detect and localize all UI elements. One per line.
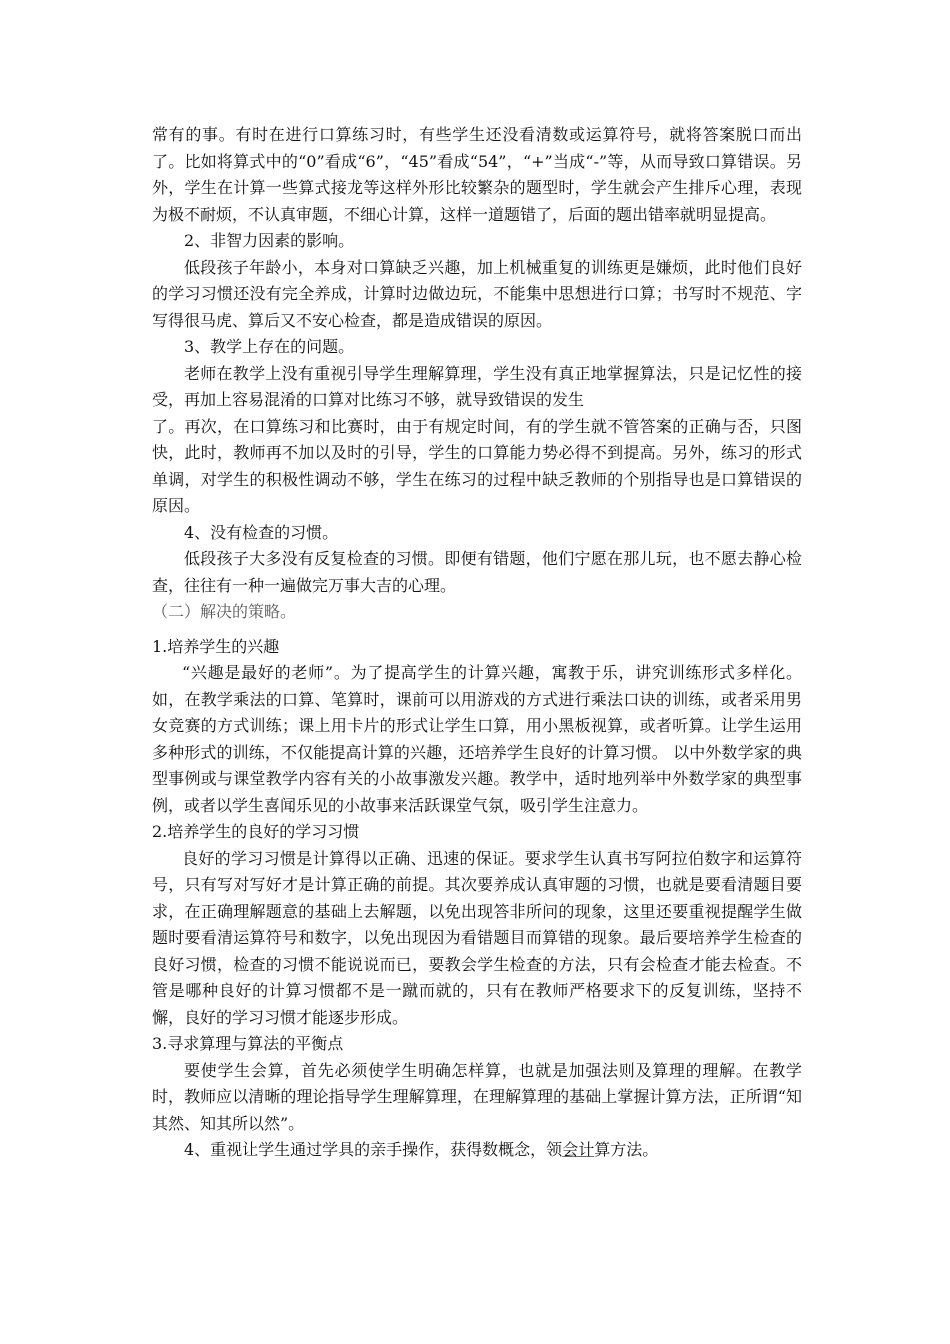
- numbered-heading: 2.培养学生的良好的学习习惯: [152, 822, 360, 841]
- paragraph: 低段孩子年龄小，本身对口算缺乏兴趣，加上机械重复的训练更是嫌烦，此时他们良好的学习习惯还没有完全养成，计算时边做边玩，不能集中思想进行口算；书写时不规范、字写得很马虎、算后又不安心检查，都是造成错误的原因。: [152, 257, 802, 330]
- subsection-heading: （二）解决的策略。: [152, 602, 297, 621]
- section-heading: 2、非智力因素的影响。: [184, 231, 355, 250]
- numbered-heading: 1.培养学生的兴趣: [152, 636, 280, 656]
- underlined-text: 会计: [562, 1140, 595, 1159]
- paragraph: 良好的学习习惯是计算得以正确、迅速的保证。要求学生认真书写阿拉伯数字和运算符号，只有写对写好才是计算正确的前提。其次要养成认真审题的习惯，也就是要看清题目要求，在正确理解题意的基础上去解题，以免出现答非所问的现象，这里还要重视提醒学生做题时要看清运算符号和数字，以免出现因为看错题目而算错的现象。最后要培养学生检查的良好习惯，检查的习惯不能说说而已，要教会学生检查的方法，只有会检查才能去检查。不管是哪种良好的计算习惯都不是一蹴而就的，只有在教师严格要求下的反复训练，坚持不懈，良好的学习习惯才能逐步形成。: [152, 848, 802, 1027]
- section-heading: 3、教学上存在的问题。: [184, 337, 355, 356]
- heading-text: 4、重视让学生通过学具的亲手操作，获得数概念，领: [184, 1140, 563, 1159]
- paragraph: 低段孩子大多没有反复检查的习惯。即便有错题，他们宁愿在那儿玩，也不愿去静心检查，往往有一种一遍做完万事大吉的心理。: [152, 549, 802, 595]
- heading-text: 算方法。: [594, 1140, 659, 1159]
- section-heading: [152, 1137, 802, 1164]
- numbered-heading: 3.寻求算理与算法的平衡点: [152, 1034, 344, 1053]
- paragraph: 老师在教学上没有重视引导学生理解算理，学生没有真正地掌握算法，只是记忆性的接受，再加上容易混淆的口算对比练习不够，就导致错误的发生: [152, 363, 802, 409]
- paragraph: 常有的事。有时在进行口算练习时，有些学生还没看清数或运算符号，就将答案脱口而出了。比如将算式中的“0”看成“6”，“45”看成“54”，“+”当成“-”等，从而导致口算错误。另外，学生在计算一些算式接龙等这样外形比较繁杂的题型时，学生就会产生排斥心理，表现为极不耐烦，不认真审题，不细心计算，这样一道题错了，后面的题出错率就明显提高。: [152, 125, 802, 224]
- paragraph: 要使学生会算，首先必须使学生明确怎样算，也就是加强法则及算理的理解。在教学时，教师应以清晰的理论指导学生理解算理，在理解算理的基础上掌握计算方法，正所谓“知其然、知其所以然”。: [152, 1060, 802, 1133]
- document-body: [152, 122, 802, 1164]
- section-heading: 4、没有检查的习惯。: [184, 522, 339, 542]
- paragraph: 了。再次，在口算练习和比赛时，由于有规定时间，有的学生就不管答案的正确与否，只图快，此时，教师再不加以及时的引导，学生的口算能力势必得不到提高。另外，练习的形式单调，对学生的积极性调动不够，学生在练习的过程中缺乏教师的个别指导也是口算错误的原因。: [152, 416, 802, 515]
- paragraph: “兴趣是最好的老师”。为了提高学生的计算兴趣，寓教于乐，讲究训练形式多样化。如，在教学乘法的口算、笔算时，课前可以用游戏的方式进行乘法口诀的训练，或者采用男女竞赛的方式训练；课上用卡片的形式让学生口算，用小黑板视算，或者听算。让学生运用多种形式的训练，不仅能提高计算的兴趣，还培养学生良好的计算习惯。 以中外数学家的典型事例或与课堂教学内容有关的小故事激发兴趣。教学中，适时地列举中外数学家的典型事例，或者以学生喜闻乐见的小故事来活跃课堂气氛，吸引学生注意力。: [152, 663, 802, 815]
